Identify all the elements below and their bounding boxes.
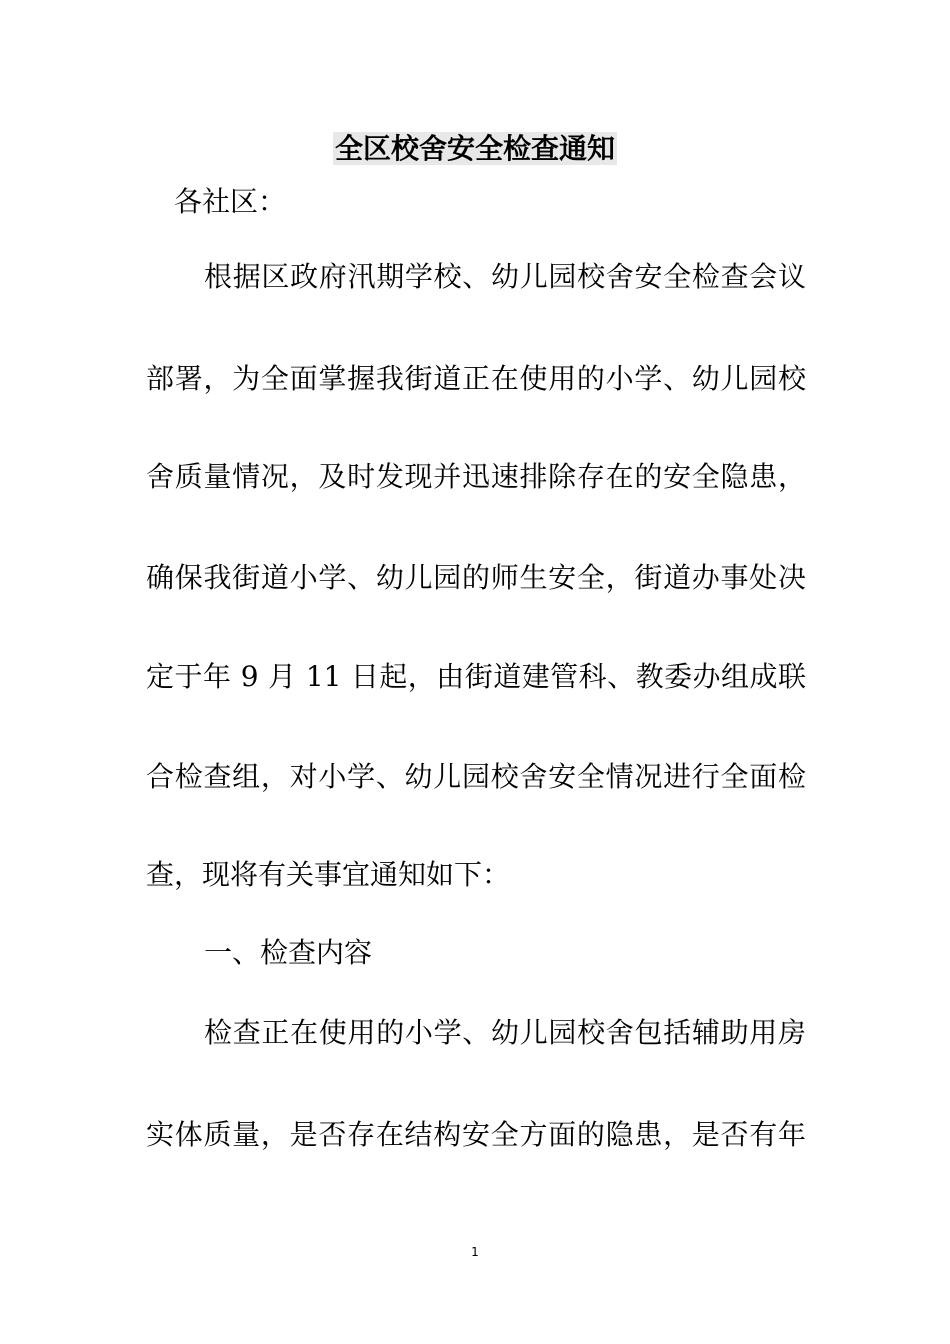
paragraph-line: 合检查组，对小学、幼儿园校舍安全情况进行全面检 xyxy=(146,760,806,793)
paragraph-line: 确保我街道小学、幼儿园的师生安全，街道办事处决 xyxy=(146,561,806,594)
paragraph-line: 实体质量，是否存在结构安全方面的隐患，是否有年 xyxy=(146,1118,806,1151)
section-heading: 一、检查内容 xyxy=(204,936,373,969)
paragraph-line: 定于年 9 月 11 日起，由街道建管科、教委办组成联 xyxy=(146,660,806,693)
document-title xyxy=(0,127,950,171)
paragraph-line: 查，现将有关事宜通知如下： xyxy=(146,858,511,891)
document-title-text: 全区校舍安全检查通知 xyxy=(334,132,615,165)
paragraph-line: 检查正在使用的小学、幼儿园校舍包括辅助用房 xyxy=(204,1016,806,1049)
salutation: 各社区： xyxy=(174,185,287,218)
paragraph-line: 舍质量情况，及时发现并迅速排除存在的安全隐患， xyxy=(146,460,806,493)
paragraph-line: 部署，为全面掌握我街道正在使用的小学、幼儿园校 xyxy=(146,362,806,395)
page-number: 1 xyxy=(471,1245,479,1259)
paragraph-line: 根据区政府汛期学校、幼儿园校舍安全检查会议 xyxy=(204,260,806,293)
